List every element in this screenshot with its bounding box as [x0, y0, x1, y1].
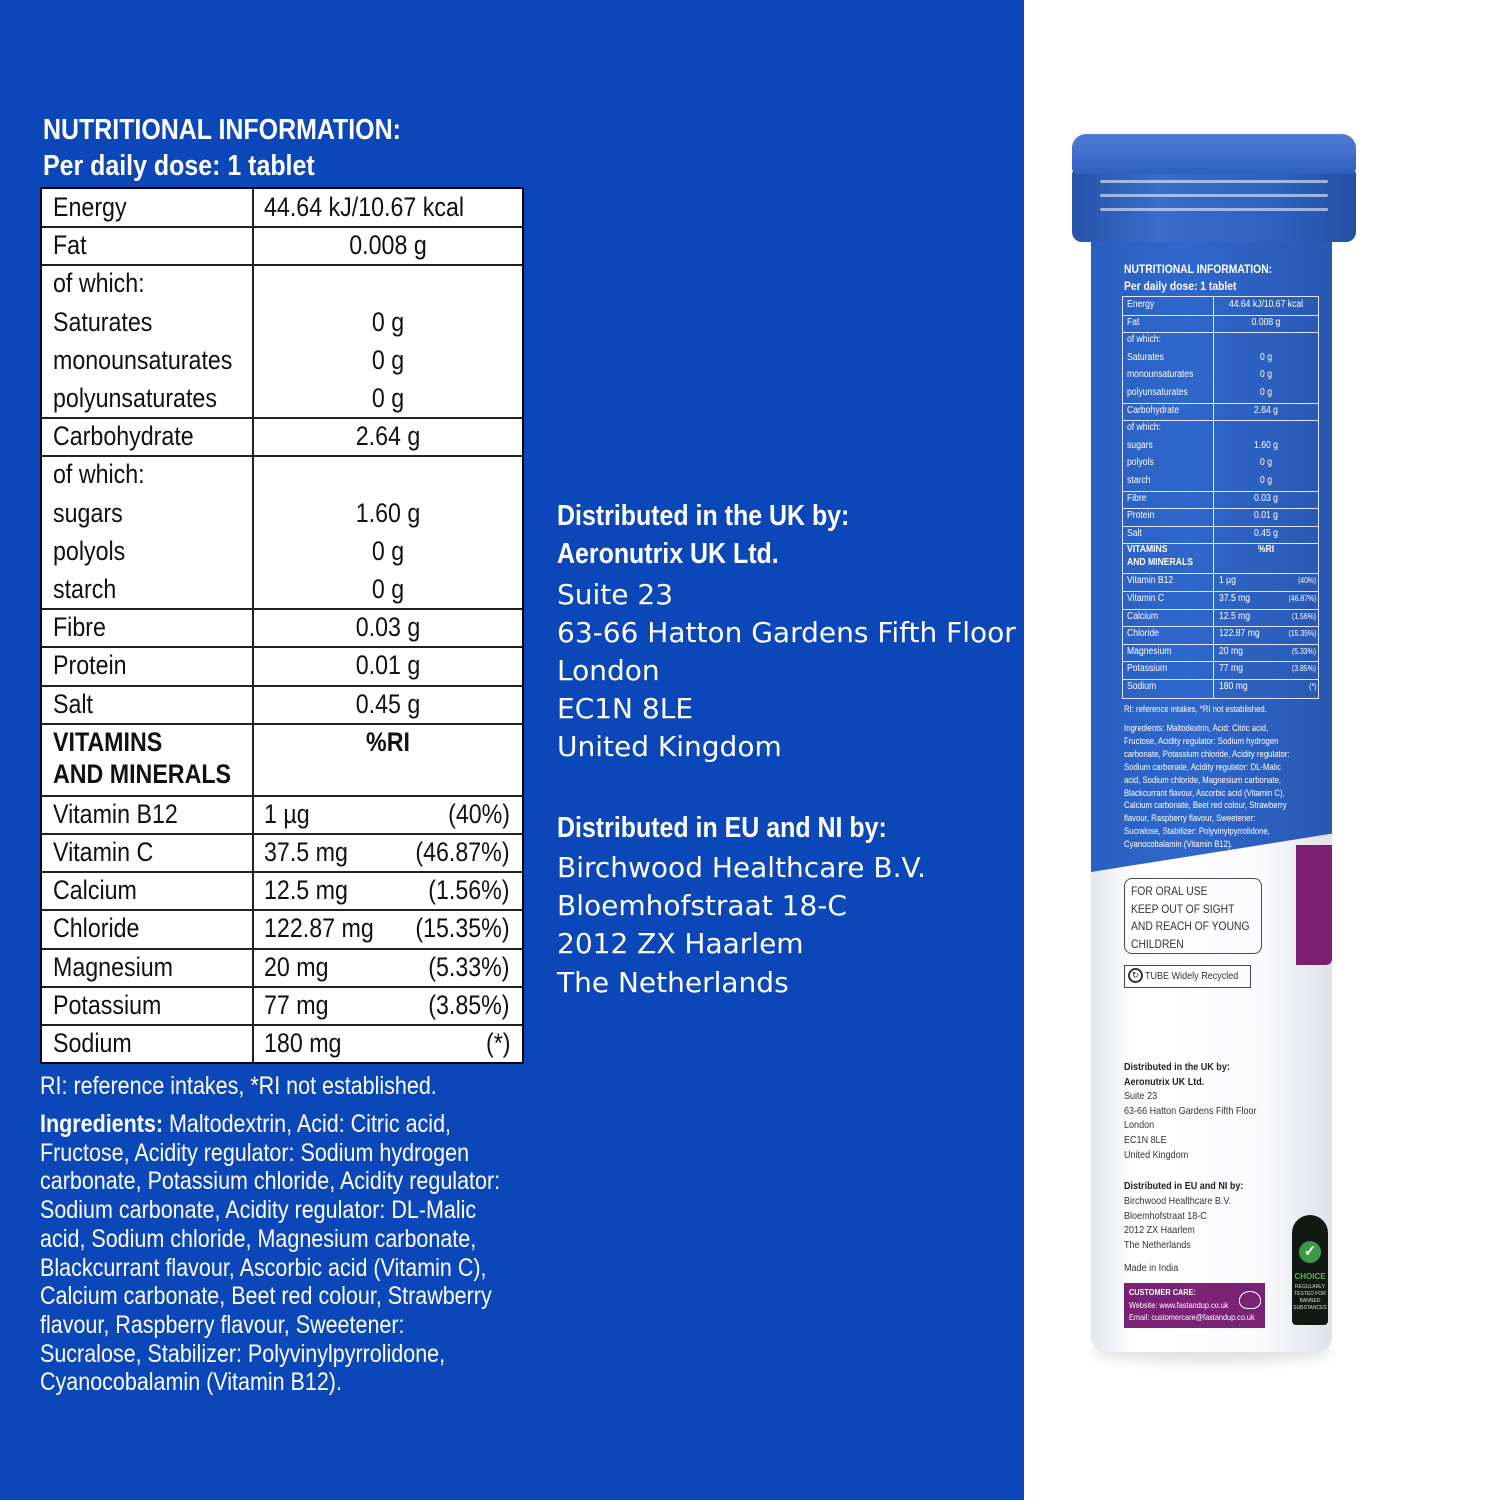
table-column-divider	[252, 189, 254, 1062]
tube-nutrient-label: Saturates	[1127, 351, 1164, 363]
tube-vitamin-amount: 77 mg	[1219, 663, 1243, 675]
vitamin-name: Potassium	[53, 989, 162, 1020]
eu-distributor-heading-text: Distributed in EU and NI by:	[557, 812, 887, 844]
nutrient-label: Fat	[53, 230, 87, 261]
tube-vitamin-ri: (1.56%)	[1291, 611, 1316, 621]
vitamins-header-line2: AND MINERALS	[53, 758, 232, 789]
tube-nutrient-label: monounsaturates	[1127, 369, 1194, 381]
tube-nutrient-label: Protein	[1127, 510, 1155, 522]
ingredients-text: Fructose, Acidity regulator: Sodium hydrogen	[40, 1138, 470, 1167]
uk-distributor-company-text: Aeronutrix UK Ltd.	[557, 538, 779, 570]
ingredients-line	[40, 1139, 522, 1168]
nutrient-value: 44.64 kJ/10.67 kcal	[264, 192, 465, 222]
tube-ingredients-line: acid, Sodium chloride, Magnesium carbonate,	[1124, 774, 1282, 785]
table-row-divider	[42, 455, 522, 457]
tube-table-row-divider	[1123, 403, 1318, 404]
table-row-divider	[42, 723, 522, 725]
tube-nutrient-value: 0.45 g	[1254, 527, 1278, 539]
tube-vitamin-name: Calcium	[1127, 610, 1159, 622]
tube-vitamin-amount: 12.5 mg	[1219, 610, 1251, 622]
nutrient-label: polyunsaturates	[53, 383, 217, 413]
tube-vitamin-name: Vitamin B12	[1127, 575, 1174, 587]
tube-cap-lip	[1072, 134, 1356, 174]
oral-use-line: AND REACH OF YOUNG	[1131, 919, 1250, 933]
ingredients-text: carbonate, Potassium chloride, Acidity regulator:	[40, 1167, 501, 1196]
eu-address-line: Bloemhofstraat 18-C	[557, 889, 847, 922]
nutrient-value: 0 g	[371, 574, 405, 604]
tube-vitamin-name: Sodium	[1127, 681, 1157, 692]
tube-nutrient-value: 2.64 g	[1254, 404, 1278, 416]
table-row-divider	[42, 986, 522, 988]
nutrition-title-line2: Per daily dose: 1 tablet	[43, 150, 315, 182]
ingredients-text: Blackcurrant flavour, Ascorbic acid (Vitamin C),	[40, 1253, 487, 1282]
nutrient-value: 0 g	[371, 535, 405, 566]
tube-vitamin-ri: (15.35%)	[1288, 629, 1316, 639]
ingredients-line	[40, 1311, 522, 1340]
recycle-text: TUBE Widely Recycled	[1145, 970, 1239, 982]
table-row-divider	[42, 871, 522, 873]
made-in-text: Made in India	[1124, 1262, 1179, 1274]
nutrient-label: Salt	[53, 688, 94, 719]
tube-nutrient-value: 0 g	[1260, 369, 1272, 381]
vitamin-ri: (3.85%)	[428, 989, 510, 1020]
tube-vitamin-ri: (*)	[1308, 682, 1316, 691]
table-row-divider	[42, 417, 522, 419]
eu-address-line: Birchwood Healthcare B.V.	[557, 851, 926, 884]
tube-table-row-divider	[1123, 573, 1318, 574]
tube-vitamin-amount: 1 µg	[1219, 575, 1236, 587]
tube-uk-line: 63-66 Hatton Gardens Fifth Floor	[1124, 1105, 1257, 1117]
tube-nutrition-title	[1124, 261, 1296, 295]
tube-ingredients-line: Calcium carbonate, Beet red colour, Strawberry	[1124, 800, 1287, 811]
tube-ingredients-line: Sodium carbonate, Acidity regulator: DL-Malic	[1124, 761, 1282, 772]
table-row-divider	[42, 264, 522, 266]
tube-ri-note	[1124, 704, 1290, 714]
cap-rib	[1100, 194, 1328, 197]
tube-vitamin-name: Vitamin C	[1127, 593, 1165, 604]
uk-address-line: Suite 23	[557, 578, 674, 611]
uk-address-line: EC1N 8LE	[557, 692, 694, 725]
tube-eu-heading: Distributed in EU and NI by:	[1124, 1180, 1244, 1192]
recycle-icon: ↻	[1128, 968, 1143, 983]
uk-distributor-heading-text: Distributed in the UK by:	[557, 500, 850, 532]
tube-table-divider	[1213, 297, 1214, 698]
nutrient-label: monounsaturates	[53, 344, 233, 375]
tube-ingredients-line: Sucralose, Stabilizer: Polyvinylpyrrolidone,	[1124, 826, 1270, 837]
ingredients-text: Maltodextrin, Acid: Citric acid,	[163, 1110, 452, 1138]
tube-ri-note-text: RI: reference intakes, *RI not established.	[1124, 704, 1267, 714]
vitamin-name: Chloride	[53, 913, 140, 944]
tube-nutrient-label: Energy	[1127, 299, 1155, 310]
tube-ri-header: %RI	[1257, 544, 1275, 556]
tube-table-row-divider	[1123, 420, 1318, 421]
table-row-divider	[42, 948, 522, 950]
table-row-divider	[42, 1024, 522, 1026]
vitamin-amount: 20 mg	[264, 951, 329, 982]
tube-vitamin-amount: 37.5 mg	[1219, 593, 1251, 604]
tube-nutrient-label: Fat	[1127, 316, 1140, 328]
informed-choice-badge	[1292, 1215, 1328, 1325]
tube-nutrient-value: 0 g	[1260, 475, 1272, 486]
ingredients-line	[40, 1167, 522, 1196]
nutrient-label: starch	[53, 574, 117, 604]
eu-address-line: The Netherlands	[557, 966, 789, 999]
tube-ingredients-line: Cyanocobalamin (Vitamin B12).	[1124, 839, 1233, 850]
vitamin-name: Calcium	[53, 875, 137, 906]
nutrient-label: Protein	[53, 650, 127, 681]
tube-eu-line: Birchwood Healthcare B.V.	[1124, 1195, 1232, 1207]
vitamin-amount: 37.5 mg	[264, 837, 348, 867]
customer-care-website: Website: www.fastandup.co.uk	[1129, 1299, 1229, 1310]
tube-nutrient-label: sugars	[1127, 439, 1153, 451]
vitamin-ri: (5.33%)	[428, 951, 510, 982]
tube-nutrient-label: polyols	[1127, 457, 1154, 469]
ingredients-line	[40, 1196, 522, 1225]
ingredients-block	[40, 1110, 600, 1397]
nutrient-label: of which:	[53, 268, 145, 299]
customer-care-box	[1124, 1283, 1265, 1328]
nutrient-label: polyols	[53, 535, 126, 566]
oral-use-line: CHILDREN	[1131, 936, 1184, 951]
vitamin-amount: 1 µg	[264, 798, 310, 829]
oral-use-line: KEEP OUT OF SIGHT	[1131, 901, 1235, 916]
badge-line: TESTED FOR	[1294, 1291, 1326, 1297]
tube-ingredients	[1124, 722, 1317, 851]
vitamin-ri: (40%)	[448, 798, 510, 829]
tube-nutrient-value: 0.01 g	[1254, 510, 1278, 522]
nutrient-label: Energy	[53, 192, 127, 222]
uk-distributor-company	[557, 538, 815, 571]
vitamin-name: Vitamin C	[53, 837, 154, 867]
ingredients-text: Sodium carbonate, Acidity regulator: DL-Malic	[40, 1196, 477, 1225]
nutrition-table	[40, 187, 524, 1064]
oral-use-line: FOR ORAL USE	[1131, 884, 1208, 898]
ingredients-text: acid, Sodium chloride, Magnesium carbonate,	[40, 1224, 477, 1253]
ingredients-text: Calcium carbonate, Beet red colour, Strawberry	[40, 1282, 492, 1311]
uk-address-line: 63-66 Hatton Gardens Fifth Floor	[557, 616, 1016, 649]
nutrient-value: 0.01 g	[355, 650, 421, 681]
tube-nutrient-value: 0 g	[1260, 457, 1272, 469]
uk-address-line: United Kingdom	[557, 730, 782, 763]
tube-nutrient-label: polyunsaturates	[1127, 387, 1188, 398]
ingredients-text: flavour, Raspberry flavour, Sweetener:	[40, 1310, 405, 1339]
vitamin-amount: 77 mg	[264, 989, 329, 1020]
tube-vitamin-amount: 180 mg	[1219, 681, 1248, 692]
tube-table-row-divider	[1123, 609, 1318, 610]
vitamin-name: Vitamin B12	[53, 798, 178, 829]
badge-line: REGULARLY	[1295, 1284, 1325, 1290]
vitamin-ri: (1.56%)	[428, 875, 510, 906]
nutrient-label: of which:	[53, 459, 145, 490]
nutrient-value: 0 g	[371, 344, 405, 375]
badge-line: SUBSTANCES	[1293, 1305, 1327, 1311]
tube-vitamin-ri: (5.33%)	[1291, 646, 1316, 656]
customer-care-email: Email: customercare@fastandup.co.uk	[1129, 1312, 1255, 1322]
nutrition-title-line1: NUTRITIONAL INFORMATION:	[43, 114, 401, 146]
vitamin-ri: (*)	[485, 1028, 510, 1058]
nutrition-title	[43, 112, 513, 184]
tube-vitamins-header-line2: AND MINERALS	[1127, 557, 1193, 569]
table-row-divider	[42, 685, 522, 687]
vitamin-name: Sodium	[53, 1028, 132, 1058]
ingredients-line	[40, 1368, 522, 1397]
tube-table-row-divider	[1123, 508, 1318, 509]
nutrient-label: Fibre	[53, 612, 106, 643]
nutrient-value: 1.60 g	[355, 497, 421, 528]
table-row-divider	[42, 795, 522, 797]
tube-vitamin-amount: 20 mg	[1219, 645, 1243, 657]
ingredients-line	[40, 1254, 522, 1283]
tube-eu-line: The Netherlands	[1124, 1239, 1191, 1251]
tube-uk-line: United Kingdom	[1124, 1149, 1189, 1161]
badge-small-text	[1292, 1284, 1328, 1312]
ingredients-line	[40, 1282, 522, 1311]
tube-nutrient-value: 0.03 g	[1254, 492, 1278, 504]
eu-distributor-heading	[557, 812, 940, 845]
customer-care-heading: CUSTOMER CARE:	[1129, 1287, 1196, 1297]
vitamin-amount: 12.5 mg	[264, 875, 348, 906]
tube-table-row-divider	[1123, 626, 1318, 627]
tube-nutrition-title-line2: Per daily dose: 1 tablet	[1124, 279, 1237, 293]
table-row-divider	[42, 909, 522, 911]
tube-vitamin-ri: (3.85%)	[1291, 664, 1316, 674]
tube-table-row-divider	[1123, 661, 1318, 662]
tube-nutrient-label: of which:	[1127, 422, 1161, 434]
ingredients-line	[40, 1340, 522, 1369]
tube-ingredients-line: Fructose, Acidity regulator: Sodium hydrogen	[1124, 735, 1279, 746]
table-row-divider	[42, 646, 522, 648]
ingredients-text: Sucralose, Stabilizer: Polyvinylpyrrolidone,	[40, 1339, 446, 1368]
vitamin-name: Magnesium	[53, 951, 174, 982]
vitamins-header-line1: VITAMINS	[53, 726, 163, 757]
tube-vitamin-name: Magnesium	[1127, 645, 1172, 657]
tube-vitamin-ri: (46.87%)	[1288, 594, 1316, 603]
ingredients-label: Ingredients:	[40, 1110, 164, 1138]
nutrient-label: Carbohydrate	[53, 421, 194, 452]
ingredients-text: Cyanocobalamin (Vitamin B12).	[40, 1368, 342, 1397]
tube-nutrient-label: Salt	[1127, 527, 1142, 539]
nutrient-value: 0.03 g	[355, 612, 421, 643]
tube-nutrient-label: of which:	[1127, 334, 1161, 346]
tube-eu-line: Bloemhofstraat 18-C	[1124, 1210, 1207, 1222]
tube-vitamin-ri: (40%)	[1297, 576, 1316, 586]
tube-ingredients-line: carbonate, Potassium chloride, Acidity regulator:	[1124, 748, 1290, 759]
table-row-divider	[42, 226, 522, 228]
tube-nutrient-label: starch	[1127, 475, 1151, 486]
tube-nutrition-table	[1122, 296, 1319, 699]
tube-uk-company: Aeronutrix UK Ltd.	[1124, 1076, 1205, 1088]
oral-use-warning-box	[1124, 878, 1262, 954]
tube-eu-line: 2012 ZX Haarlem	[1124, 1224, 1195, 1236]
tube-uk-heading: Distributed in the UK by:	[1124, 1061, 1230, 1073]
smiley-face-icon	[1239, 1291, 1261, 1309]
nutrient-value: 2.64 g	[355, 421, 421, 452]
tube-ingredients-line: Blackcurrant flavour, Ascorbic acid (Vitamin C),	[1124, 787, 1285, 798]
tube-table-row-divider	[1123, 491, 1318, 492]
tube-vitamins-header-line1: VITAMINS	[1127, 544, 1168, 556]
checkmark-icon: ✓	[1299, 1241, 1321, 1263]
uk-address-line: London	[557, 654, 660, 687]
tube-table-row-divider	[1123, 332, 1318, 333]
eu-address-line: 2012 ZX Haarlem	[557, 927, 804, 960]
tube-nutrient-value: 0 g	[1260, 387, 1272, 398]
tube-table-row-divider	[1123, 526, 1318, 527]
vitamin-amount: 122.87 mg	[264, 913, 374, 944]
tube-table-row-divider	[1123, 315, 1318, 316]
nutrient-label: Saturates	[53, 306, 153, 337]
ri-note	[40, 1072, 501, 1101]
cap-rib	[1100, 208, 1328, 211]
nutrient-value: 0.008 g	[349, 230, 427, 261]
ri-column-header: %RI	[366, 726, 410, 757]
ingredients-line	[40, 1110, 522, 1139]
badge-choice-text: CHOICE	[1294, 1272, 1326, 1281]
tube-nutrition-title-line1: NUTRITIONAL INFORMATION:	[1124, 262, 1273, 276]
nutrient-value: 0 g	[371, 306, 405, 337]
tube-nutrient-value: 0 g	[1260, 351, 1272, 363]
tube-vitamin-amount: 122.87 mg	[1219, 628, 1260, 640]
tube-ingredients-line: Ingredients: Maltodextrin, Acid: Citric acid,	[1124, 723, 1269, 733]
tube-uk-line: Suite 23	[1124, 1090, 1158, 1102]
nutrient-value: 0.45 g	[355, 688, 421, 719]
recycle-box	[1124, 965, 1251, 988]
nutrient-label: sugars	[53, 497, 123, 528]
tube-table-row-divider	[1123, 591, 1318, 592]
tube-nutrient-label: Fibre	[1127, 492, 1147, 504]
tube-purple-stripe	[1296, 845, 1332, 965]
vitamin-amount: 180 mg	[264, 1028, 342, 1058]
cap-rib	[1100, 180, 1328, 183]
tube-nutrient-label: Carbohydrate	[1127, 404, 1180, 416]
nutrient-value: 0 g	[371, 383, 405, 413]
tube-ingredients-line: flavour, Raspberry flavour, Sweetener:	[1124, 813, 1256, 824]
table-row-divider	[42, 608, 522, 610]
tube-table-row-divider	[1123, 644, 1318, 645]
tube-nutrient-value: 1.60 g	[1254, 439, 1278, 451]
vitamin-ri: (46.87%)	[415, 837, 510, 867]
tube-nutrient-value: 0.008 g	[1251, 316, 1281, 328]
tube-nutrient-value: 44.64 kJ/10.67 kcal	[1228, 299, 1304, 310]
tube-uk-line: EC1N 8LE	[1124, 1134, 1167, 1146]
ri-note-text: RI: reference intakes, *RI not established.	[40, 1072, 437, 1100]
tube-vitamin-name: Chloride	[1127, 628, 1160, 640]
table-row-divider	[42, 833, 522, 835]
badge-line: BANNED	[1299, 1298, 1321, 1304]
uk-distributor-heading	[557, 500, 897, 533]
tube-table-row-divider	[1123, 679, 1318, 680]
tube-uk-line: London	[1124, 1119, 1155, 1131]
tube-vitamin-name: Potassium	[1127, 663, 1168, 675]
ingredients-line	[40, 1225, 522, 1254]
vitamin-ri: (15.35%)	[415, 913, 510, 944]
